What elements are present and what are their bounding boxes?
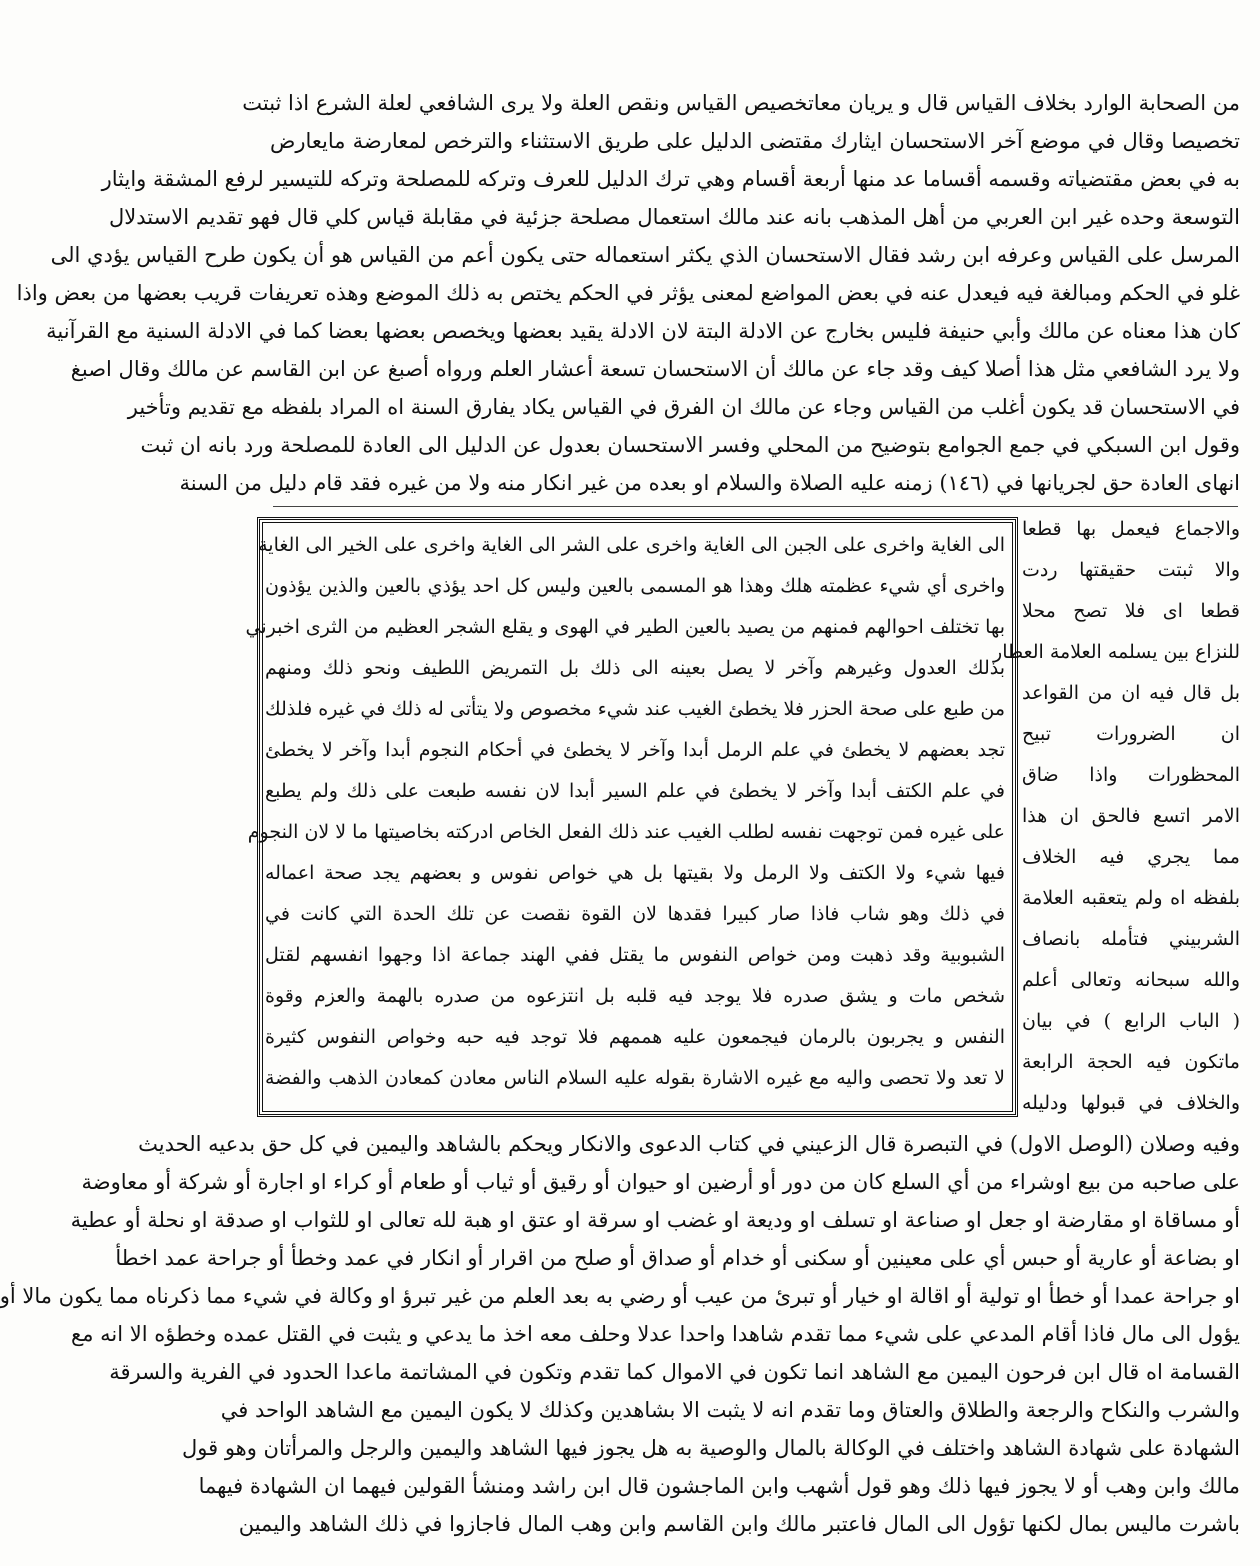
text-line: ولا يرد الشافعي مثل هذا أصلا كيف وقد جاء عن مالك أن الاستحسان تسعة أعشار العلم ورواه أصبغ عن ابن القاسم عن مالك وقال اصبغ: [70, 357, 1240, 381]
text-line: كان هذا معناه عن مالك وأبي حنيفة فليس بخارج عن الادلة البتة لان الادلة يقيد بعضها ويخصص بعضها بعضا كما في الادلة السنية مع القرآنية: [46, 319, 1240, 343]
text-line: على صاحبه من بيع اوشراء من أي السلع كان من دور أو أرضين او حيوان أو رقيق أو ثياب أو طعام أو كراء او اجارة أو شركة أو معاوضة: [81, 1170, 1240, 1194]
box-line: الشبوبية وقد ذهبت ومن خواص النفوس ما يقتل ففي الهند جماعة اذا وجهوا انفسهم لقتل: [265, 944, 1005, 966]
side-line: ان الضرورات تبيح: [1022, 723, 1240, 745]
side-line: ( الباب الرابع ) في بيان: [1022, 1010, 1240, 1032]
side-line: ماتكون فيه الحجة الرابعة: [1022, 1051, 1240, 1073]
box-line: شخص مات و يشق صدره فلا يوجد فيه قلبه بل انتزعوه من صدره بالهمة والعزم وقوة: [265, 985, 1005, 1007]
text-line: القسامة اه قال ابن فرحون اليمين مع الشاهد انما تكون في الاموال كما تقدم وتكون في المشاتمة ماعدا الحدود في الفرية والسرقة: [109, 1360, 1240, 1384]
box-line: على غيره فمن توجهت نفسه لطلب الغيب عند ذلك الفعل الخاص ادركته بخاصيتها ما لا لان النجوم: [247, 821, 1005, 843]
text-line: المرسل على القياس وعرفه ابن رشد فقال الاستحسان الذي يكثر استعماله حتى يكون أعم من القياس هو أن يكون طرح القياس يؤدي الى: [50, 243, 1240, 267]
text-line: او جراحة عمدا أو خطأ او تولية أو اقالة او خيار أو تبرئ من عيب أو رضي به بعد العلم من غير تبرؤ او وكالة في شيء مما ذكرناه مما يكون مالا أو: [0, 1284, 1240, 1308]
side-line: والخلاف في قبولها ودليله: [1022, 1092, 1240, 1114]
box-line: تجد بعضهم لا يخطئ في علم الرمل أبدا وآخر لا يخطئ في أحكام النجوم أبدا وآخر لا يخطئ: [265, 739, 1005, 761]
text-line: مالك وابن وهب أو لا يجوز فيها ذلك وهو قول أشهب وابن الماجشون قال ابن راشد ومنشأ القولين فيهما ان الشهادة فيهما: [198, 1474, 1240, 1498]
box-line: في ذلك وهو شاب فاذا صار كبيرا فقدها لان القوة نقصت عن تلك الحدة التي كانت في: [265, 903, 1005, 925]
text-line: يؤول الى مال فاذا أقام المدعي على شيء مما تقدم شاهدا واحدا عدلا وحلف معه اخذ ما يدعي و يثبت في القتل عمده وخطؤه الا انه مع: [71, 1322, 1240, 1346]
text-line: أو مساقاة او مقارضة او جعل او صناعة او تسلف او وديعة او غضب او سرقة او عتق او هبة لله تعالى او للثواب او صدقة او نحلة أو عطية: [70, 1208, 1240, 1232]
text-line: تخصيصا وقال في موضع آخر الاستحسان ايثارك مقتضى الدليل على طريق الاستثناء والترخص لمعارضة مايعارض: [270, 129, 1240, 153]
box-line: النفس و يجربون بالرمان فيجمعون عليه هممهم فلا توجد فيه حبه وخواص النفوس كثيرة: [265, 1026, 1005, 1048]
side-line: الامر اتسع فالحق ان هذا: [1022, 805, 1240, 827]
box-line: فيها شيء ولا الكتف ولا الرمل ولا بقيتها بل هي خواص نفوس و بعضهم يجد صحة اعماله: [265, 862, 1005, 884]
text-line: وفيه وصلان (الوصل الاول) في التبصرة قال الزعيني في كتاب الدعوى والانكار ويحكم بالشاهد واليمين في كل حق بدعيه الحديث: [138, 1132, 1240, 1156]
side-line: المحظورات واذا ضاق: [1022, 764, 1240, 786]
text-line: في الاستحسان قد يكون أغلب من القياس وجاء عن مالك ان الفرق في القياس يكاد يفارق السنة اه المراد بلفظه مع تقديم وتأخير: [127, 395, 1240, 419]
text-line: او بضاعة أو عارية أو حبس أي على معينين أو سكنى أو خدام أو صداق أو صلح من اقرار أو انكار في عمد وخطأ أو جراحة عمد اخطأ: [115, 1246, 1240, 1270]
side-line: بل قال فيه ان من القواعد: [1022, 682, 1240, 704]
text-line: الشهادة على شهادة الشاهد واختلف في الوكالة بالمال والوصية به هل يجوز فيها الشاهد واليمين والرجل والمرأتان وهو قول: [182, 1436, 1240, 1460]
text-line: من الصحابة الوارد بخلاف القياس قال و يريان معاتخصيص القياس ونقص العلة ولا يرى الشافعي لعلة الشرع اذا ثبتت: [242, 91, 1240, 115]
text-line: وقول ابن السبكي في جمع الجوامع بتوضيح من المحلي وفسر الاستحسان بعدول عن الدليل الى العادة للمصلحة ورد بانه ان ثبت: [140, 433, 1240, 457]
side-line: مما يجري فيه الخلاف: [1022, 846, 1240, 868]
side-line: للنزاع بين يسلمه العلامة العطار: [993, 641, 1240, 663]
separator-rule: [273, 506, 1238, 507]
side-line: الشربيني فتأمله بانصاف: [1022, 928, 1240, 950]
text-line: به في بعض مقتضياته وقسمه أقساما عد منها أربعة أقسام وهي ترك الدليل للعرف وتركه للمصلحة وتركه للتيسير لرفع المشقة وايثار: [101, 167, 1240, 191]
side-line: والاجماع فيعمل بها قطعا: [1022, 518, 1240, 540]
side-line: قطعا اى فلا تصح محلا: [1022, 600, 1240, 622]
text-line: انهاى العادة حق لجريانها في (١٤٦) زمنه عليه الصلاة والسلام او بعده من غير انكار منه ولا من غيره فقد قام دليل من السنة: [179, 471, 1240, 495]
text-line: باشرت ماليس بمال لكنها تؤول الى المال فاعتبر مالك وابن القاسم وابن وهب المال فاجازوا في ذلك الشاهد واليمين: [238, 1512, 1240, 1536]
text-line: غلو في الحكم ومبالغة فيه فيعدل عنه في بعض المواضع لمعنى يؤثر في الحكم يختص به ذلك الموضع وهذه تعريفات قريب بعضها من بعض واذا: [16, 281, 1240, 305]
box-line: بذلك العدول وغيرهم وآخر لا يصل بعينه الى ذلك بل التمريض اللطيف ونحو ذلك ومنهم: [265, 657, 1005, 679]
side-line: والا ثبتت حقيقتها ردت: [1022, 559, 1240, 581]
box-line: واخرى أي شيء عظمته هلك وهذا هو المسمى بالعين وليس كل احد يؤذي بالعين والذين يؤذون: [265, 575, 1005, 597]
side-line: بلفظه اه ولم يتعقبه العلامة: [1022, 887, 1240, 909]
text-line: والشرب والنكاح والرجعة والطلاق والعتاق وما تقدم انه لا يثبت الا بشاهدين وكذلك لا يكون اليمين مع الشاهد الواحد في: [220, 1398, 1240, 1422]
side-line: والله سبحانه وتعالى أعلم: [1022, 969, 1240, 991]
box-line: بها تختلف احوالهم فمنهم من يصيد بالعين الطير في الهوى و يقلع الشجر العظيم من الثرى اخبرني: [245, 616, 1005, 638]
box-line: الى الغاية واخرى على الجبن الى الغاية واخرى على الشر الى الغاية واخرى على الخير الى الغاية: [258, 534, 1005, 556]
box-line: في علم الكتف أبدا وآخر لا يخطئ في علم السير أبدا لان نفسه طبعت على ذلك ولم يطبع: [265, 780, 1005, 802]
box-line: من طبع على صحة الحزر فلا يخطئ الغيب عند شيء مخصوص ولا يتأتى له ذلك في غيره فلذلك: [265, 698, 1005, 720]
text-line: التوسعة وحده غير ابن العربي من أهل المذهب بانه عند مالك استعمال مصلحة جزئية في مقابلة قياس كلي قال فهو تقديم الاستدلال: [109, 205, 1240, 229]
box-line: لا تعد ولا تحصى واليه مع غيره الاشارة بقوله عليه السلام الناس معادن كمعادن الذهب والفضة: [265, 1067, 1005, 1089]
